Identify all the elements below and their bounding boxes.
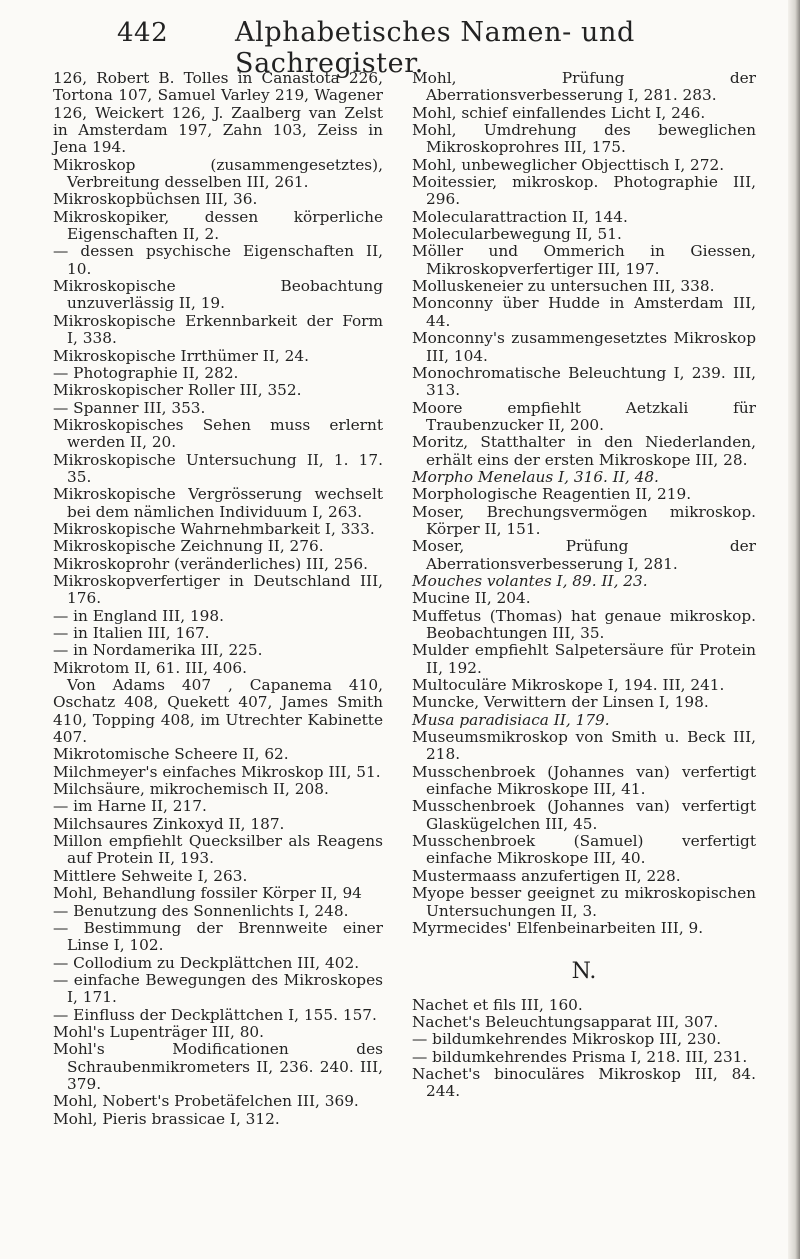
index-entry: Molecularbewegung II, 51.: [412, 225, 622, 244]
index-entry: — Spanner III, 353.: [53, 398, 206, 417]
index-entry: — Bestimmung der Brennweite einer Linse I, 102.: [53, 918, 383, 955]
index-entry: Milchsäure, mikrochemisch II, 208.: [53, 780, 329, 799]
index-entry: Nachet's binoculäres Mikroskop III, 84. 244.: [412, 1064, 756, 1101]
index-entry: Mohl, Umdrehung des beweglichen Mikroskoprohres III, 175.: [412, 121, 756, 157]
index-entry: Milchsaures Zinkoxyd II, 187.: [53, 814, 285, 833]
index-entry: Mohl, schief einfallendes Licht I, 246.: [412, 103, 706, 122]
index-entry: Mikroskop (zusammengesetztes), Verbreitung desselben III, 261.: [53, 155, 383, 192]
index-entry: Morphologische Reagentien II, 219.: [412, 485, 692, 504]
index-entry: Mikroskopischer Roller III, 352.: [53, 381, 302, 400]
index-entry: — Benutzung des Sonnenlichts I, 248.: [53, 901, 349, 920]
page-number: 442: [117, 18, 169, 48]
index-entry: Mohl's Modificationen des Schraubenmikrometers II, 236. 240. III, 379.: [53, 1040, 383, 1093]
index-entry: Mikroskopisches Sehen muss erlernt werden II, 20.: [53, 415, 383, 452]
index-entry: Museumsmikroskop von Smith u. Beck III, 218.: [412, 728, 756, 764]
index-entry: Musschenbroek (Samuel) verfertigt einfache Mikroskope III, 40.: [412, 832, 756, 868]
index-entry: Mouches volantes I, 89. II, 23.: [412, 571, 648, 590]
index-entry: Multoculäre Mikroskope I, 194. III, 241.: [412, 676, 725, 695]
index-entry: — dessen psychische Eigenschaften II, 10.: [53, 242, 383, 278]
index-entry: Monochromatische Beleuchtung I, 239. III, 313.: [412, 363, 756, 400]
page-header: [0, 14, 800, 79]
index-entry: Mohl, Prüfung der Aberrationsverbesserung I, 281. 283.: [412, 69, 756, 105]
left-column: [53, 70, 383, 1128]
index-entry: Mikrotom II, 61. III, 406.: [53, 658, 247, 677]
index-entry: Mikroskopiker, dessen körperliche Eigenschaften II, 2.: [53, 207, 383, 244]
page-edge: [788, 0, 800, 1259]
index-entry: Mulder empfiehlt Salpetersäure für Protein II, 192.: [412, 641, 756, 677]
index-entry: Millon empfiehlt Quecksilber als Reagens auf Protein II, 193.: [53, 832, 383, 868]
index-entry: Musschenbroek (Johannes van) verfertigt Glaskügelchen III, 45.: [412, 797, 756, 833]
index-entry: Mohl's Lupenträger III, 80.: [53, 1022, 265, 1041]
index-entry: — bildumkehrendes Mikroskop III, 230.: [412, 1030, 722, 1049]
index-entry: Nachet's Beleuchtungsapparat III, 307.: [412, 1012, 719, 1031]
index-entry: Myope besser geeignet zu mikroskopischen Untersuchungen II, 3.: [412, 884, 756, 920]
index-entry: — Einfluss der Deckplättchen I, 155. 157.: [53, 1005, 377, 1024]
index-entry: Milchmeyer's einfaches Mikroskop III, 51.: [53, 762, 381, 781]
index-entry: Mikroskopische Vergrösserung wechselt bei dem nämlichen Individuum I, 263.: [53, 485, 383, 521]
index-entry: Möller und Ommerich in Giessen, Mikroskopverfertiger III, 197.: [412, 242, 756, 278]
index-entry: Myrmecides' Elfenbeinarbeiten III, 9.: [412, 918, 704, 937]
index-entry: Mohl, unbeweglicher Objecttisch I, 272.: [412, 155, 725, 174]
index-entry: — bildumkehrendes Prisma I, 218. III, 231.: [412, 1047, 748, 1066]
index-entry: — im Harne II, 217.: [53, 797, 207, 816]
index-entry: Mohl, Nobert's Probetäfelchen III, 369.: [53, 1092, 359, 1111]
index-entry: Morpho Menelaus I, 316. II, 48.: [412, 467, 659, 486]
section-letter-n: N.: [571, 959, 597, 985]
index-entry: — in Nordamerika III, 225.: [53, 641, 263, 660]
index-entry: — Photographie II, 282.: [53, 363, 239, 382]
index-entry: Moritz, Statthalter in den Niederlanden, erhält eins der ersten Mikroskope III, 28.: [412, 433, 756, 469]
index-entry: Moser, Prüfung der Aberrationsverbesserung I, 281.: [412, 537, 756, 573]
index-entry: — in England III, 198.: [53, 606, 225, 625]
index-entry: Mikroskopische Erkennbarkeit der Form I, 338.: [53, 311, 383, 348]
index-entry: Muncke, Verwittern der Linsen I, 198.: [412, 693, 709, 712]
index-entry: Mittlere Sehweite I, 263.: [53, 866, 248, 885]
index-entry: Mikroskopbüchsen III, 36.: [53, 190, 258, 209]
index-entry: Moitessier, mikroskop. Photographie III, 296.: [412, 173, 756, 209]
index-entry: Von Adams 407 , Capanema 410, Oschatz 408, Quekett 407, James Smith 410, Topping 408, im Utrechter Kabinette 407.: [53, 676, 383, 747]
page-title: Alphabetisches Namen- und Sachregister.: [235, 17, 635, 79]
index-entry: Mucine II, 204.: [412, 589, 531, 608]
index-entry: Mikroskoprohr (veränderliches) III, 256.: [53, 554, 368, 573]
index-entry: Mohl, Pieris brassicae I, 312.: [53, 1109, 280, 1128]
index-entry: Moser, Brechungsvermögen mikroskop. Körper II, 151.: [412, 502, 756, 538]
index-entry: Monconny's zusammengesetztes Mikroskop III, 104.: [412, 329, 756, 365]
index-entry: Musa paradisiaca II, 179.: [412, 710, 610, 729]
index-entry: Mikroskopverfertiger in Deutschland III, 176.: [53, 571, 383, 608]
index-entry: Muffetus (Thomas) hat genaue mikroskop. Beobachtungen III, 35.: [412, 606, 756, 642]
index-entry: — Collodium zu Deckplättchen III, 402.: [53, 953, 360, 972]
index-entry: Mikrotomische Scheere II, 62.: [53, 745, 289, 764]
index-entry: Mikroskopische Zeichnung II, 276.: [53, 537, 324, 556]
index-entry: Musschenbroek (Johannes van) verfertigt einfache Mikroskope III, 41.: [412, 762, 756, 799]
index-entry: Mustermaass anzufertigen II, 228.: [412, 866, 681, 885]
index-entry: Mohl, Behandlung fossiler Körper II, 94: [53, 884, 362, 903]
index-entry: Molluskeneier zu untersuchen III, 338.: [412, 277, 715, 296]
index-entry: Mikroskopische Wahrnehmbarkeit I, 333.: [53, 519, 375, 538]
index-entry: Mikroskopische Untersuchung II, 1. 17. 35.: [53, 450, 383, 486]
right-column: [412, 70, 756, 1101]
index-entry: Monconny über Hudde in Amsterdam III, 44.: [412, 294, 756, 330]
index-entry: 126, Robert B. Tolles in Canastota 226, Tortona 107, Samuel Varley 219, Wagener 126, Weickert 126, J. Zaalberg van Zelst in Amsterdam 197, Zahn 103, Zeiss in Jena 194.: [53, 69, 383, 157]
index-entry: — in Italien III, 167.: [53, 624, 210, 642]
index-entry: — einfache Bewegungen des Mikroskopes I, 171.: [53, 970, 383, 1007]
index-entry: Nachet et fils III, 160.: [412, 995, 583, 1014]
index-entry: Molecularattraction II, 144.: [412, 207, 628, 226]
index-entry: Mikroskopische Beobachtung unzuverlässig II, 19.: [53, 277, 383, 313]
index-entry: Moore empfiehlt Aetzkali für Traubenzucker II, 200.: [412, 398, 756, 434]
index-entry: Mikroskopische Irrthümer II, 24.: [53, 346, 309, 365]
